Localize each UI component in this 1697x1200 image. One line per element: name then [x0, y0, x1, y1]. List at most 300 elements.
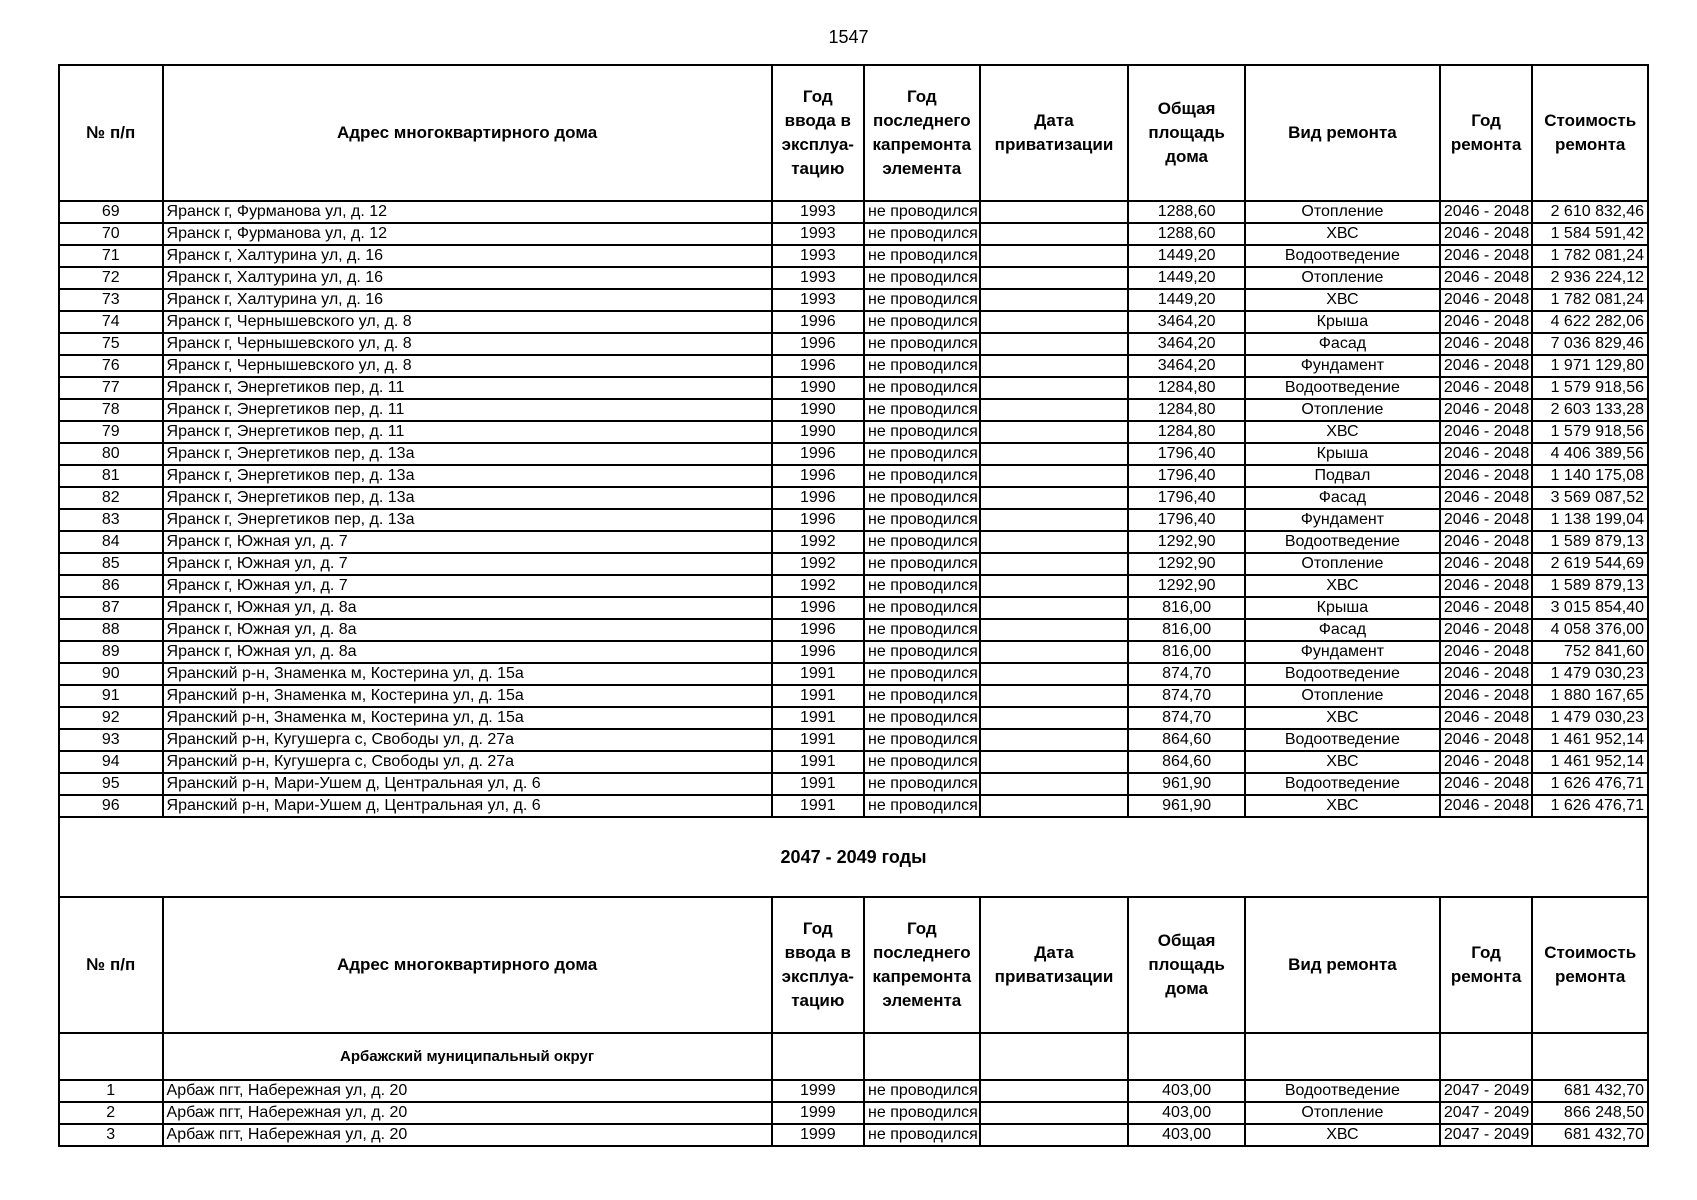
row-repair-year: 2046 - 2048 [1440, 509, 1532, 531]
table-row [59, 795, 1648, 817]
row-year-built: 1999 [772, 1080, 864, 1102]
row-repair-type: Фасад [1245, 619, 1440, 641]
row-year-built: 1990 [772, 399, 864, 421]
region-row [59, 1033, 1648, 1080]
row-year-built: 1999 [772, 1102, 864, 1124]
table-row [59, 333, 1648, 355]
row-repair-year: 2046 - 2048 [1440, 311, 1532, 333]
row-repair-year: 2046 - 2048 [1440, 201, 1532, 223]
row-year-built: 1990 [772, 421, 864, 443]
row-area: 1284,80 [1128, 377, 1245, 399]
row-privatization [980, 641, 1129, 663]
row-number: 78 [59, 399, 163, 421]
row-area: 1796,40 [1128, 509, 1245, 531]
row-privatization [980, 443, 1129, 465]
table-row [59, 201, 1648, 223]
row-year-built: 1991 [772, 751, 864, 773]
row-year-built: 1996 [772, 487, 864, 509]
col-header-num-2: № п/п [59, 897, 163, 1033]
row-repair-type: Водоотведение [1245, 1080, 1440, 1102]
row-address: Яранский р-н, Знаменка м, Костерина ул, д. 15а [163, 663, 772, 685]
table-body-2046 [59, 201, 1648, 817]
row-privatization [980, 1102, 1129, 1124]
row-cost: 4 406 389,56 [1532, 443, 1648, 465]
row-last-repair: не проводился [864, 553, 980, 575]
row-year-built: 1991 [772, 773, 864, 795]
row-area: 816,00 [1128, 641, 1245, 663]
row-year-built: 1990 [772, 377, 864, 399]
row-repair-year: 2047 - 2049 [1440, 1124, 1532, 1146]
row-area: 1292,90 [1128, 553, 1245, 575]
row-repair-year: 2046 - 2048 [1440, 685, 1532, 707]
row-cost: 1 479 030,23 [1532, 663, 1648, 685]
row-address: Яранск г, Южная ул, д. 7 [163, 575, 772, 597]
row-address: Яранск г, Чернышевского ул, д. 8 [163, 355, 772, 377]
page-number: 1547 [828, 27, 869, 47]
table-row [59, 751, 1648, 773]
table-header-row [59, 65, 1648, 201]
row-cost: 1 140 175,08 [1532, 465, 1648, 487]
row-cost: 866 248,50 [1532, 1102, 1648, 1124]
row-address: Яранск г, Фурманова ул, д. 12 [163, 201, 772, 223]
row-year-built: 1993 [772, 289, 864, 311]
table-body-2047 [59, 1080, 1648, 1146]
row-repair-type: ХВС [1245, 1124, 1440, 1146]
row-cost: 1 579 918,56 [1532, 421, 1648, 443]
table-row [59, 245, 1648, 267]
row-privatization [980, 223, 1129, 245]
row-last-repair: не проводился [864, 729, 980, 751]
row-area: 1292,90 [1128, 575, 1245, 597]
row-repair-year: 2046 - 2048 [1440, 729, 1532, 751]
row-repair-type: Фундамент [1245, 641, 1440, 663]
row-number: 79 [59, 421, 163, 443]
table-row [59, 421, 1648, 443]
row-last-repair: не проводился [864, 333, 980, 355]
row-repair-type: ХВС [1245, 707, 1440, 729]
row-last-repair: не проводился [864, 773, 980, 795]
row-repair-year: 2047 - 2049 [1440, 1080, 1532, 1102]
row-number: 90 [59, 663, 163, 685]
row-address: Яранск г, Чернышевского ул, д. 8 [163, 333, 772, 355]
row-repair-year: 2046 - 2048 [1440, 619, 1532, 641]
row-address: Яранск г, Южная ул, д. 7 [163, 531, 772, 553]
table-row [59, 399, 1648, 421]
row-last-repair: не проводился [864, 795, 980, 817]
row-year-built: 1992 [772, 531, 864, 553]
row-privatization [980, 773, 1129, 795]
row-year-built: 1999 [772, 1124, 864, 1146]
section-row [59, 817, 1648, 897]
row-address: Яранск г, Халтурина ул, д. 16 [163, 289, 772, 311]
row-repair-year: 2046 - 2048 [1440, 641, 1532, 663]
row-privatization [980, 751, 1129, 773]
row-year-built: 1991 [772, 663, 864, 685]
row-cost: 681 432,70 [1532, 1124, 1648, 1146]
row-address: Яранский р-н, Знаменка м, Костерина ул, д. 15а [163, 685, 772, 707]
col-header-privatization: Дата приватизации [980, 65, 1129, 201]
row-last-repair: не проводился [864, 663, 980, 685]
row-address: Яранский р-н, Кугушерга с, Свободы ул, д. 27а [163, 751, 772, 773]
row-address: Яранский р-н, Мари-Ушем д, Центральная ул, д. 6 [163, 795, 772, 817]
table-header-row-2 [59, 897, 1648, 1033]
table-row [59, 553, 1648, 575]
row-cost: 4 622 282,06 [1532, 311, 1648, 333]
row-year-built: 1996 [772, 597, 864, 619]
row-address: Яранск г, Энергетиков пер, д. 13а [163, 487, 772, 509]
col-header-repair-type: Вид ремонта [1245, 65, 1440, 201]
row-number: 94 [59, 751, 163, 773]
table-row [59, 509, 1648, 531]
row-number: 86 [59, 575, 163, 597]
row-last-repair: не проводился [864, 1080, 980, 1102]
col-header-year-built: Год ввода в эксплуа-тацию [772, 65, 864, 201]
row-year-built: 1991 [772, 795, 864, 817]
row-repair-type: Водоотведение [1245, 245, 1440, 267]
col-header-cost-2: Стоимость ремонта [1532, 897, 1648, 1033]
row-area: 3464,20 [1128, 355, 1245, 377]
table-row [59, 1080, 1648, 1102]
row-address: Яранск г, Фурманова ул, д. 12 [163, 223, 772, 245]
row-repair-type: Водоотведение [1245, 531, 1440, 553]
col-header-repair-type-2: Вид ремонта [1245, 897, 1440, 1033]
row-cost: 3 569 087,52 [1532, 487, 1648, 509]
row-repair-type: ХВС [1245, 223, 1440, 245]
row-cost: 1 461 952,14 [1532, 729, 1648, 751]
row-number: 81 [59, 465, 163, 487]
row-area: 1284,80 [1128, 399, 1245, 421]
row-repair-year: 2046 - 2048 [1440, 663, 1532, 685]
col-header-address: Адрес многоквартирного дома [163, 65, 772, 201]
row-address: Арбаж пгт, Набережная ул, д. 20 [163, 1124, 772, 1146]
row-privatization [980, 487, 1129, 509]
row-repair-type: Крыша [1245, 311, 1440, 333]
row-cost: 3 015 854,40 [1532, 597, 1648, 619]
row-number: 72 [59, 267, 163, 289]
row-privatization [980, 201, 1129, 223]
row-cost: 1 626 476,71 [1532, 795, 1648, 817]
row-number: 91 [59, 685, 163, 707]
row-last-repair: не проводился [864, 267, 980, 289]
row-area: 1449,20 [1128, 289, 1245, 311]
row-repair-year: 2046 - 2048 [1440, 399, 1532, 421]
row-year-built: 1993 [772, 223, 864, 245]
row-cost: 2 619 544,69 [1532, 553, 1648, 575]
row-cost: 1 138 199,04 [1532, 509, 1648, 531]
row-number: 73 [59, 289, 163, 311]
col-header-last-repair: Год последнего капремонта элемента [864, 65, 980, 201]
row-privatization [980, 267, 1129, 289]
row-repair-type: ХВС [1245, 751, 1440, 773]
row-repair-year: 2046 - 2048 [1440, 355, 1532, 377]
row-year-built: 1992 [772, 575, 864, 597]
row-last-repair: не проводился [864, 1102, 980, 1124]
row-cost: 2 610 832,46 [1532, 201, 1648, 223]
row-address: Яранск г, Чернышевского ул, д. 8 [163, 311, 772, 333]
row-area: 961,90 [1128, 773, 1245, 795]
row-number: 85 [59, 553, 163, 575]
row-repair-type: ХВС [1245, 795, 1440, 817]
row-area: 1449,20 [1128, 267, 1245, 289]
row-last-repair: не проводился [864, 201, 980, 223]
table-row [59, 531, 1648, 553]
col-header-repair-year: Год ремонта [1440, 65, 1532, 201]
row-repair-year: 2046 - 2048 [1440, 795, 1532, 817]
table-row [59, 663, 1648, 685]
row-address: Яранск г, Энергетиков пер, д. 11 [163, 421, 772, 443]
table-row [59, 465, 1648, 487]
row-number: 71 [59, 245, 163, 267]
row-last-repair: не проводился [864, 311, 980, 333]
row-year-built: 1996 [772, 311, 864, 333]
row-repair-year: 2046 - 2048 [1440, 333, 1532, 355]
row-cost: 1 782 081,24 [1532, 289, 1648, 311]
row-repair-year: 2046 - 2048 [1440, 223, 1532, 245]
table-row [59, 729, 1648, 751]
col-header-repair-year-2: Год ремонта [1440, 897, 1532, 1033]
row-last-repair: не проводился [864, 377, 980, 399]
row-address: Яранский р-н, Кугушерга с, Свободы ул, д. 27а [163, 729, 772, 751]
row-privatization [980, 553, 1129, 575]
col-header-area: Общая площадь дома [1128, 65, 1245, 201]
row-number: 96 [59, 795, 163, 817]
col-header-num: № п/п [59, 65, 163, 201]
row-privatization [980, 1080, 1129, 1102]
row-repair-year: 2047 - 2049 [1440, 1102, 1532, 1124]
table-row [59, 1124, 1648, 1146]
table-row [59, 707, 1648, 729]
row-repair-type: Водоотведение [1245, 663, 1440, 685]
row-number: 88 [59, 619, 163, 641]
row-last-repair: не проводился [864, 509, 980, 531]
row-repair-type: Фундамент [1245, 509, 1440, 531]
row-repair-year: 2046 - 2048 [1440, 773, 1532, 795]
row-number: 82 [59, 487, 163, 509]
col-header-year-built-2: Год ввода в эксплуа-тацию [772, 897, 864, 1033]
row-area: 864,60 [1128, 751, 1245, 773]
row-cost: 4 058 376,00 [1532, 619, 1648, 641]
row-address: Яранск г, Энергетиков пер, д. 13а [163, 509, 772, 531]
table-row [59, 289, 1648, 311]
table-row [59, 267, 1648, 289]
row-privatization [980, 509, 1129, 531]
row-repair-type: Отопление [1245, 267, 1440, 289]
row-number: 80 [59, 443, 163, 465]
row-last-repair: не проводился [864, 619, 980, 641]
row-address: Арбаж пгт, Набережная ул, д. 20 [163, 1102, 772, 1124]
col-header-address-2: Адрес многоквартирного дома [163, 897, 772, 1033]
row-repair-type: Отопление [1245, 201, 1440, 223]
row-repair-year: 2046 - 2048 [1440, 289, 1532, 311]
row-repair-type: Подвал [1245, 465, 1440, 487]
row-number: 76 [59, 355, 163, 377]
row-number: 77 [59, 377, 163, 399]
row-area: 816,00 [1128, 597, 1245, 619]
row-repair-type: Крыша [1245, 443, 1440, 465]
col-header-privatization-2: Дата приватизации [980, 897, 1129, 1033]
row-repair-year: 2046 - 2048 [1440, 487, 1532, 509]
row-address: Яранск г, Халтурина ул, д. 16 [163, 245, 772, 267]
row-last-repair: не проводился [864, 531, 980, 553]
table-row [59, 685, 1648, 707]
section-title: 2047 - 2049 годы [59, 817, 1648, 897]
row-last-repair: не проводился [864, 223, 980, 245]
col-header-cost: Стоимость ремонта [1532, 65, 1648, 201]
row-privatization [980, 597, 1129, 619]
table-row [59, 597, 1648, 619]
row-repair-type: Фундамент [1245, 355, 1440, 377]
row-repair-type: Фасад [1245, 333, 1440, 355]
row-repair-type: Водоотведение [1245, 377, 1440, 399]
row-address: Яранск г, Энергетиков пер, д. 11 [163, 399, 772, 421]
row-cost: 1 971 129,80 [1532, 355, 1648, 377]
row-privatization [980, 795, 1129, 817]
table-row [59, 223, 1648, 245]
row-privatization [980, 245, 1129, 267]
row-number: 84 [59, 531, 163, 553]
table-row [59, 773, 1648, 795]
row-area: 864,60 [1128, 729, 1245, 751]
row-address: Яранск г, Южная ул, д. 7 [163, 553, 772, 575]
row-privatization [980, 421, 1129, 443]
row-number: 2 [59, 1102, 163, 1124]
row-year-built: 1991 [772, 707, 864, 729]
row-year-built: 1991 [772, 685, 864, 707]
row-number: 93 [59, 729, 163, 751]
table-row [59, 641, 1648, 663]
row-repair-year: 2046 - 2048 [1440, 421, 1532, 443]
row-number: 1 [59, 1080, 163, 1102]
row-year-built: 1992 [772, 553, 864, 575]
row-last-repair: не проводился [864, 641, 980, 663]
row-cost: 1 579 918,56 [1532, 377, 1648, 399]
row-number: 95 [59, 773, 163, 795]
row-last-repair: не проводился [864, 597, 980, 619]
row-repair-year: 2046 - 2048 [1440, 575, 1532, 597]
row-privatization [980, 707, 1129, 729]
row-address: Яранск г, Энергетиков пер, д. 11 [163, 377, 772, 399]
table-row [59, 1102, 1648, 1124]
row-area: 874,70 [1128, 685, 1245, 707]
row-cost: 2 936 224,12 [1532, 267, 1648, 289]
row-last-repair: не проводился [864, 685, 980, 707]
row-cost: 752 841,60 [1532, 641, 1648, 663]
row-year-built: 1996 [772, 355, 864, 377]
row-repair-year: 2046 - 2048 [1440, 267, 1532, 289]
row-last-repair: не проводился [864, 751, 980, 773]
row-cost: 2 603 133,28 [1532, 399, 1648, 421]
row-number: 75 [59, 333, 163, 355]
row-repair-type: ХВС [1245, 289, 1440, 311]
row-area: 403,00 [1128, 1124, 1245, 1146]
row-year-built: 1993 [772, 267, 864, 289]
row-cost: 1 782 081,24 [1532, 245, 1648, 267]
row-repair-type: Отопление [1245, 399, 1440, 421]
row-number: 70 [59, 223, 163, 245]
table-row [59, 377, 1648, 399]
table-row [59, 355, 1648, 377]
row-year-built: 1993 [772, 245, 864, 267]
row-repair-year: 2046 - 2048 [1440, 751, 1532, 773]
row-year-built: 1996 [772, 509, 864, 531]
row-last-repair: не проводился [864, 245, 980, 267]
row-number: 83 [59, 509, 163, 531]
row-privatization [980, 575, 1129, 597]
row-privatization [980, 1124, 1129, 1146]
row-area: 3464,20 [1128, 333, 1245, 355]
row-address: Яранск г, Энергетиков пер, д. 13а [163, 465, 772, 487]
row-repair-type: Отопление [1245, 685, 1440, 707]
row-privatization [980, 399, 1129, 421]
row-repair-year: 2046 - 2048 [1440, 245, 1532, 267]
row-privatization [980, 663, 1129, 685]
row-address: Яранск г, Южная ул, д. 8а [163, 641, 772, 663]
table-row [59, 487, 1648, 509]
row-privatization [980, 685, 1129, 707]
row-year-built: 1996 [772, 641, 864, 663]
row-cost: 1 479 030,23 [1532, 707, 1648, 729]
row-cost: 1 589 879,13 [1532, 531, 1648, 553]
row-area: 403,00 [1128, 1102, 1245, 1124]
table-row [59, 575, 1648, 597]
row-area: 874,70 [1128, 707, 1245, 729]
row-area: 961,90 [1128, 795, 1245, 817]
row-last-repair: не проводился [864, 465, 980, 487]
row-address: Арбаж пгт, Набережная ул, д. 20 [163, 1080, 772, 1102]
row-privatization [980, 355, 1129, 377]
row-repair-year: 2046 - 2048 [1440, 531, 1532, 553]
row-number: 87 [59, 597, 163, 619]
row-year-built: 1991 [772, 729, 864, 751]
row-last-repair: не проводился [864, 575, 980, 597]
row-cost: 1 584 591,42 [1532, 223, 1648, 245]
row-last-repair: не проводился [864, 421, 980, 443]
row-number: 74 [59, 311, 163, 333]
row-address: Яранск г, Южная ул, д. 8а [163, 597, 772, 619]
row-area: 1796,40 [1128, 487, 1245, 509]
row-last-repair: не проводился [864, 1124, 980, 1146]
row-number: 92 [59, 707, 163, 729]
row-address: Яранск г, Южная ул, д. 8а [163, 619, 772, 641]
row-address: Яранский р-н, Мари-Ушем д, Центральная ул, д. 6 [163, 773, 772, 795]
repair-registry-table [58, 64, 1649, 1147]
row-cost: 1 589 879,13 [1532, 575, 1648, 597]
row-area: 816,00 [1128, 619, 1245, 641]
row-repair-year: 2046 - 2048 [1440, 443, 1532, 465]
row-repair-year: 2046 - 2048 [1440, 597, 1532, 619]
row-address: Яранск г, Халтурина ул, д. 16 [163, 267, 772, 289]
row-cost: 1 626 476,71 [1532, 773, 1648, 795]
row-area: 1284,80 [1128, 421, 1245, 443]
row-repair-type: Фасад [1245, 487, 1440, 509]
row-privatization [980, 333, 1129, 355]
row-repair-type: Водоотведение [1245, 773, 1440, 795]
row-address: Яранск г, Энергетиков пер, д. 13а [163, 443, 772, 465]
col-header-area-2: Общая площадь дома [1128, 897, 1245, 1033]
row-area: 1796,40 [1128, 465, 1245, 487]
row-last-repair: не проводился [864, 443, 980, 465]
region-label: Арбажский муниципальный округ [163, 1033, 772, 1080]
row-address: Яранский р-н, Знаменка м, Костерина ул, д. 15а [163, 707, 772, 729]
row-cost: 681 432,70 [1532, 1080, 1648, 1102]
row-repair-year: 2046 - 2048 [1440, 377, 1532, 399]
row-privatization [980, 311, 1129, 333]
row-year-built: 1996 [772, 333, 864, 355]
col-header-last-repair-2: Год последнего капремонта элемента [864, 897, 980, 1033]
row-year-built: 1996 [772, 443, 864, 465]
row-last-repair: не проводился [864, 707, 980, 729]
row-number: 69 [59, 201, 163, 223]
